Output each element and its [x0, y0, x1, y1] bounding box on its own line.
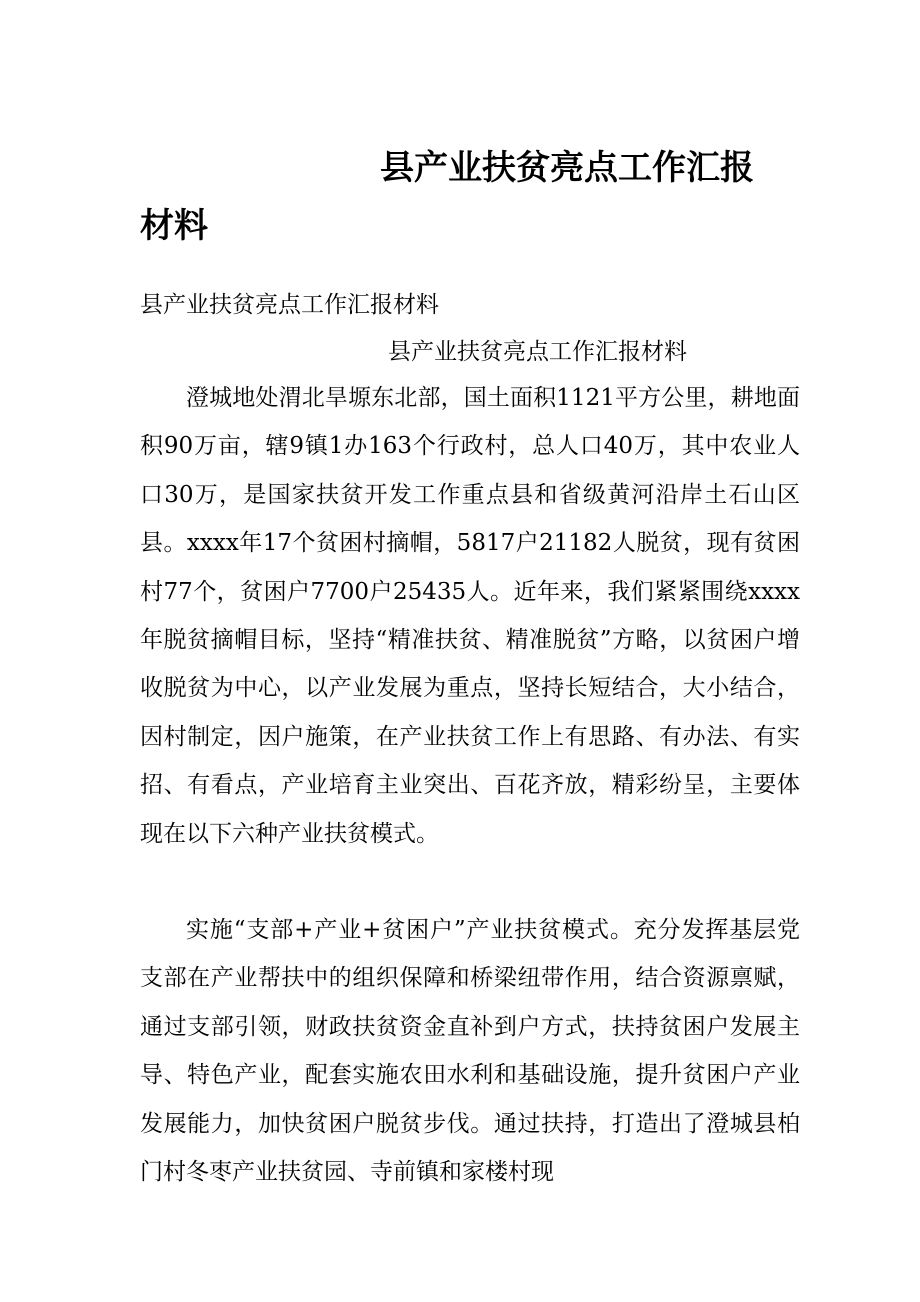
document-subtitle: 县产业扶贫亮点工作汇报材料 [140, 292, 439, 318]
paragraph-model-one: 实施“支部+产业+贫困户”产业扶贫模式。充分发挥基层党支部在产业帮扶中的组织保障和桥梁纽带作用，结合资源禀赋，通过支部引领，财政扶贫资金直补到户方式，扶持贫困户发展主导、特色产业，配套实施农田水利和基础设施，提升贫困户产业发展能力，加快贫困户脱贫步伐。通过扶持，打造出了澄城县柏门村冬枣产业扶贫园、寺前镇和家楼村现 [140, 917, 800, 1186]
paragraph-intro: 澄城地处渭北旱塬东北部，国土面积1121平方公里，耕地面积90万亩，辖9镇1办163个行政村，总人口40万，其中农业人口30万，是国家扶贫开发工作重点县和省级黄河沿岸土石山区县。xxxx年17个贫困村摘帽，5817户21182人脱贫，现有贫困村77个，贫困户7700户25435人。近年来，我们紧紧围绕xxxx年脱贫摘帽目标，坚持“精准扶贫、精准脱贫”方略，以贫困户增收脱贫为中心，以产业发展为重点，坚持长短结合，大小结合，因村制定，因户施策，在产业扶贫工作上有思路、有办法、有实招、有看点，产业培育主业突出、百花齐放，精彩纷呈，主要体现在以下六种产业扶贫模式。 [140, 385, 800, 847]
document-title-line-1: 县产业扶贫亮点工作汇报 [380, 148, 754, 188]
document-subtitle-centered: 县产业扶贫亮点工作汇报材料 [388, 339, 687, 365]
document-title-line-2: 材料 [140, 206, 208, 246]
